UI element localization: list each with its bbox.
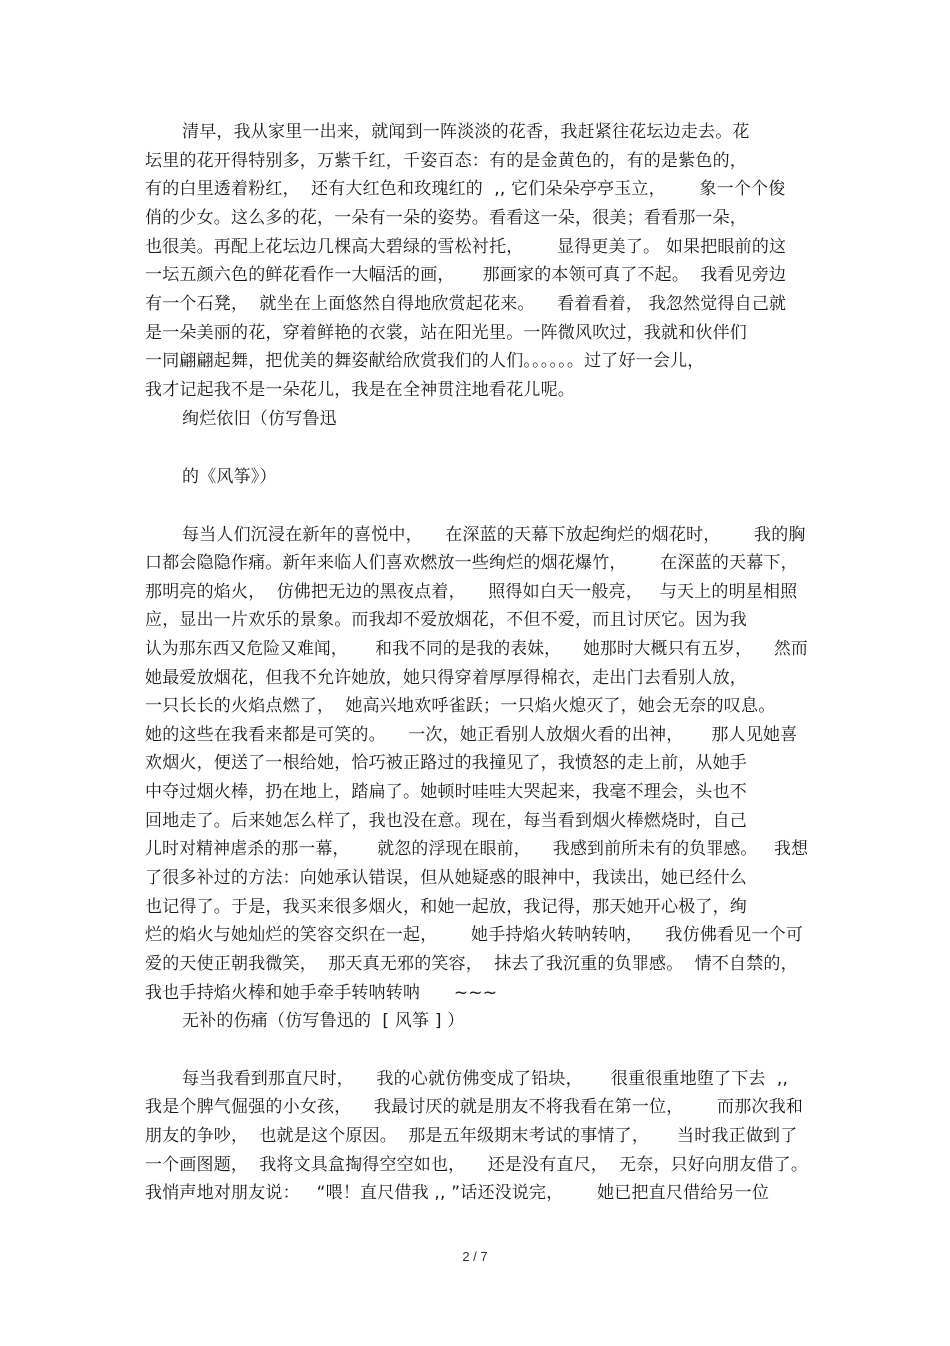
- text-line: 朋友的争吵， 也就是这个原因。 那是五年级期末考试的事情了， 当时我正做到了: [145, 1126, 798, 1146]
- text-line: 一坛五颜六色的鲜花看作一大幅活的画， 那画家的本领可真了不起。 我看见旁边: [145, 265, 787, 285]
- text-line: 那明亮的焰火， 仿佛把无边的黑夜点着， 照得如白天一般亮， 与天上的明星相照: [145, 582, 798, 602]
- section-heading: 的《风筝》）: [182, 467, 277, 487]
- text-line: 一个画图题， 我将文具盒掏得空空如也， 还是没有直尺， 无奈，只好向朋友借了。: [145, 1155, 809, 1175]
- text-line: 俏的少女。这么多的花，一朵有一朵的姿势。看看这一朵，很美；看看那一朵，: [145, 208, 747, 228]
- text-line: 每当我看到那直尺时， 我的心就仿佛变成了铅块， 很重很重地堕了下去 ,,: [182, 1069, 789, 1089]
- text-line: 有一个石凳， 就坐在上面悠然自得地欣赏起花来。 看着看着， 我忽然觉得自己就: [145, 294, 787, 314]
- text-line: 我才记起我不是一朵花儿，我是在全神贯注地看花儿呢。: [145, 380, 575, 400]
- text-line: 她的这些在我看来都是可笑的。 一次，她正看别人放烟火看的出神， 那人见她喜: [145, 725, 798, 745]
- section-heading: 绚烂依旧（仿写鲁迅: [182, 409, 337, 429]
- text-line: 我也手持焰火棒和她手牵手转呐转呐 ~~~: [145, 983, 498, 1003]
- text-line: 了很多补过的方法：向她承认错误，但从她疑惑的眼神中，我读出，她已经什么: [145, 868, 747, 888]
- text-line: 回地走了。后来她怎么样了，我也没在意。现在，每当看到烟火棒燃烧时，自己: [145, 811, 747, 831]
- text-line: 我是个脾气倔强的小女孩， 我最讨厌的就是朋友不将我看在第一位， 而那次我和: [145, 1097, 804, 1117]
- text-line: 爱的天使正朝我微笑， 那天真无邪的笑容， 抹去了我沉重的负罪感。 情不自禁的，: [145, 954, 798, 974]
- text-line: 有的白里透着粉红， 还有大红色和玫瑰红的 ,, 它们朵朵亭亭玉立， 象一个个俊: [145, 179, 786, 199]
- text-line: 认为那东西又危险又难闻， 和我不同的是我的表妹， 她那时大概只有五岁， 然而: [145, 639, 808, 659]
- text-line: 一同翩翩起舞，把优美的舞姿献给欣赏我们的人们。。。。。。过了好一会儿，: [145, 351, 705, 371]
- text-line: 我悄声地对朋友说： “喂！直尺借我 ,, ”话还没说完， 她已把直尺借给另一位: [145, 1183, 770, 1203]
- text-line: 烂的焰火与她灿烂的笑容交织在一起， 她手持焰火转呐转呐， 我仿佛看见一个可: [145, 925, 804, 945]
- text-line: 坛里的花开得特别多，万紫千红，千姿百态：有的是金黄色的，有的是紫色的，: [145, 151, 747, 171]
- text-line: 儿时对精神虐杀的那一幕， 就忽的浮现在眼前， 我感到前所未有的负罪感。 我想: [145, 839, 809, 859]
- text-line: 也记得了。于是，我买来很多烟火，和她一起放，我记得，那天她开心极了，绚: [145, 897, 747, 917]
- page-number: 2 / 7: [462, 1249, 488, 1264]
- section-heading: 无补的伤痛（仿写鲁迅的 [ 风筝 ] ）: [182, 1011, 465, 1031]
- text-line: 是一朵美丽的花，穿着鲜艳的衣裳，站在阳光里。一阵微风吹过，我就和伙伴们: [145, 323, 747, 343]
- text-line: 欢烟火，便送了一根给她，恰巧被正路过的我撞见了，我愤怒的走上前，从她手: [145, 753, 747, 773]
- text-line: 每当人们沉浸在新年的喜悦中， 在深蓝的天幕下放起绚烂的烟花时， 我的胸: [182, 525, 806, 545]
- text-line: 她最爱放烟花，但我不允许她放，她只得穿着厚厚得棉衣，走出门去看别人放，: [145, 668, 747, 688]
- text-line: 一只长长的火焰点燃了， 她高兴地欢呼雀跃；一只焰火熄灭了，她会无奈的叹息。: [145, 696, 776, 716]
- text-line: 清早，我从家里一出来，就闻到一阵淡淡的花香，我赶紧往花坛边走去。花: [182, 122, 750, 142]
- text-line: 口都会隐隐作痛。新年来临人们喜欢燃放一些绚烂的烟花爆竹， 在深蓝的天幕下，: [145, 553, 798, 573]
- text-line: 应，显出一片欢乐的景象。而我却不爱放烟花，不但不爱，而且讨厌它。因为我: [145, 610, 747, 630]
- text-line: 中夺过烟火棒，扔在地上，踏扁了。她顿时哇哇大哭起来，我毫不理会，头也不: [145, 782, 747, 802]
- text-line: 也很美。再配上花坛边几棵高大碧绿的雪松衬托， 显得更美了。 如果把眼前的这: [145, 237, 787, 257]
